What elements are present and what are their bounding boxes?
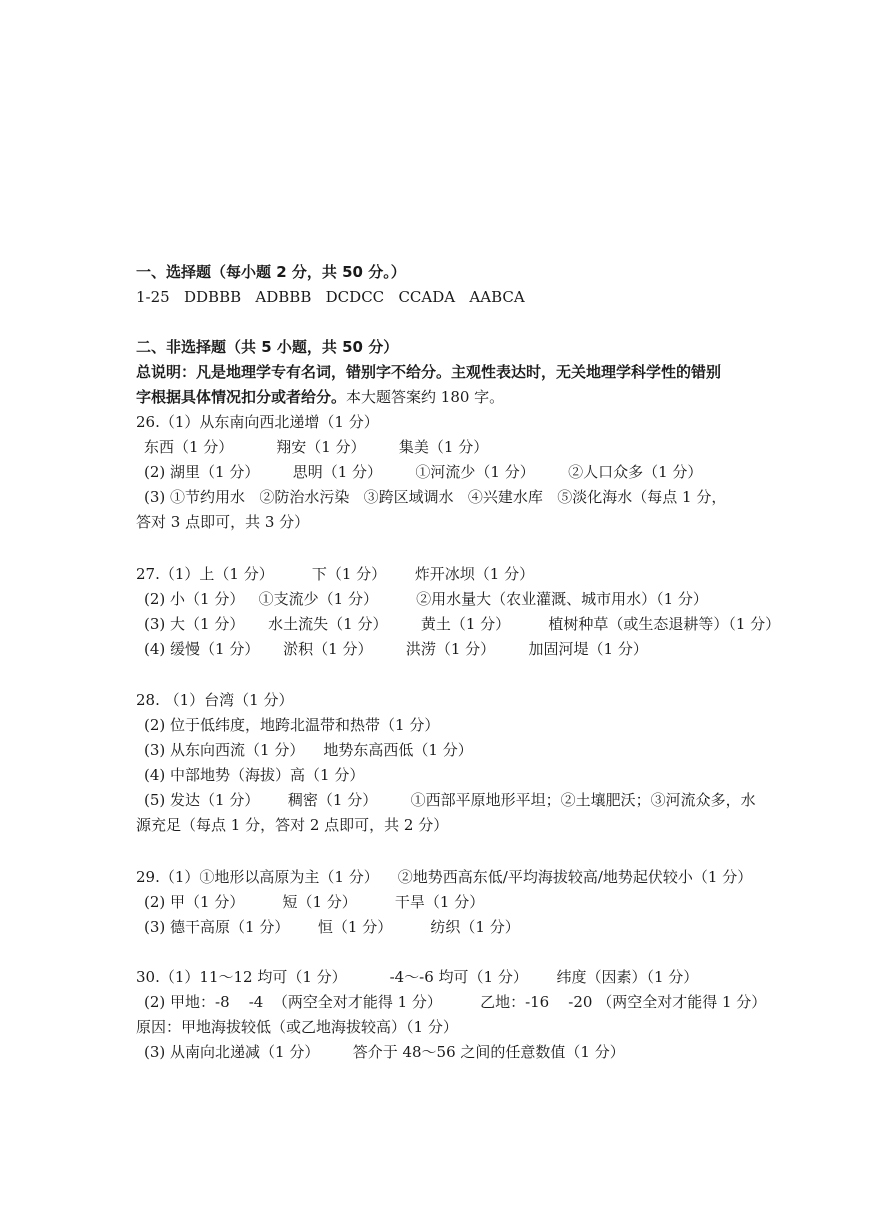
section2-note-line1: 总说明：凡是地理学专有名词，错别字不给分。主观性表达时，无关地理学科学性的错别 [136,363,722,381]
q28-line2: (2) 位于低纬度，地跨北温带和热带（1 分） [144,716,440,734]
q28-line5: (5) 发达（1 分） 稠密（1 分） ①西部平原地形平坦；②土壤肥沃；③河流众多，水 [144,791,756,809]
section2-note-line2-bold: 字根据具体情况扣分或者给分。 [136,388,347,406]
q28-line3: (3) 从东向西流（1 分） 地势东高西低（1 分） [144,741,473,759]
q29-line3: (3) 德干高原（1 分） 恒（1 分） 纺织（1 分） [144,918,520,936]
q30-line4: (3) 从南向北递减（1 分） 答介于 48～56 之间的任意数值（1 分） [144,1043,625,1061]
q26-line3: (2) 湖里（1 分） 思明（1 分） ①河流少（1 分） ②人口众多（1 分） [144,463,703,481]
q29-line1: 29.（1）①地形以高原为主（1 分） ②地势西高东低/平均海拔较高/地势起伏较小（1 分） [136,868,753,886]
section1-answers: 1-25 DDBBB ADBBB DCDCC CCADA AABCA [136,288,525,306]
q28-line1: 28. （1）台湾（1 分） [136,691,294,709]
q30-line3: 原因：甲地海拔较低（或乙地海拔较高）（1 分） [136,1018,458,1036]
section2-heading: 二、非选择题（共 5 小题，共 50 分） [136,338,399,356]
section1-heading: 一、选择题（每小题 2 分，共 50 分。） [136,263,406,281]
q28-line6: 源充足（每点 1 分，答对 2 点即可，共 2 分） [136,816,449,834]
q27-line3: (3) 大（1 分） 水土流失（1 分） 黄土（1 分） 植树种草（或生态退耕等）（1 分） [144,615,781,633]
q27-line2: (2) 小（1 分） ①支流少（1 分） ②用水量大（农业灌溉、城市用水）（1 分） [144,590,708,608]
q26-line1: 26.（1）从东南向西北递增（1 分） [136,413,379,431]
q26-line2: 东西（1 分） 翔安（1 分） 集美（1 分） [144,438,489,456]
section2-note-line2-rest: 本大题答案约 180 字。 [346,388,505,406]
q30-line2: (2) 甲地：-8 -4 （两空全对才能得 1 分） 乙地：-16 -20 （两空全对才能得 1 分） [144,993,767,1011]
q29-line2: (2) 甲（1 分） 短（1 分） 干旱（1 分） [144,893,485,911]
q26-line5: 答对 3 点即可，共 3 分） [136,513,310,531]
section2-note-line2 [136,387,504,407]
q27-line4: (4) 缓慢（1 分） 淤积（1 分） 洪涝（1 分） 加固河堤（1 分） [144,640,648,658]
q26-line4: (3) ①节约用水 ②防治水污染 ③跨区域调水 ④兴建水库 ⑤淡化海水（每点 1 分， [144,488,727,506]
q28-line4: (4) 中部地势（海拔）高（1 分） [144,766,365,784]
q30-line1: 30.（1）11～12 均可（1 分） -4～-6 均可（1 分） 纬度（因素）（1 分） [136,968,699,986]
q27-line1: 27.（1）上（1 分） 下（1 分） 炸开冰坝（1 分） [136,565,535,583]
